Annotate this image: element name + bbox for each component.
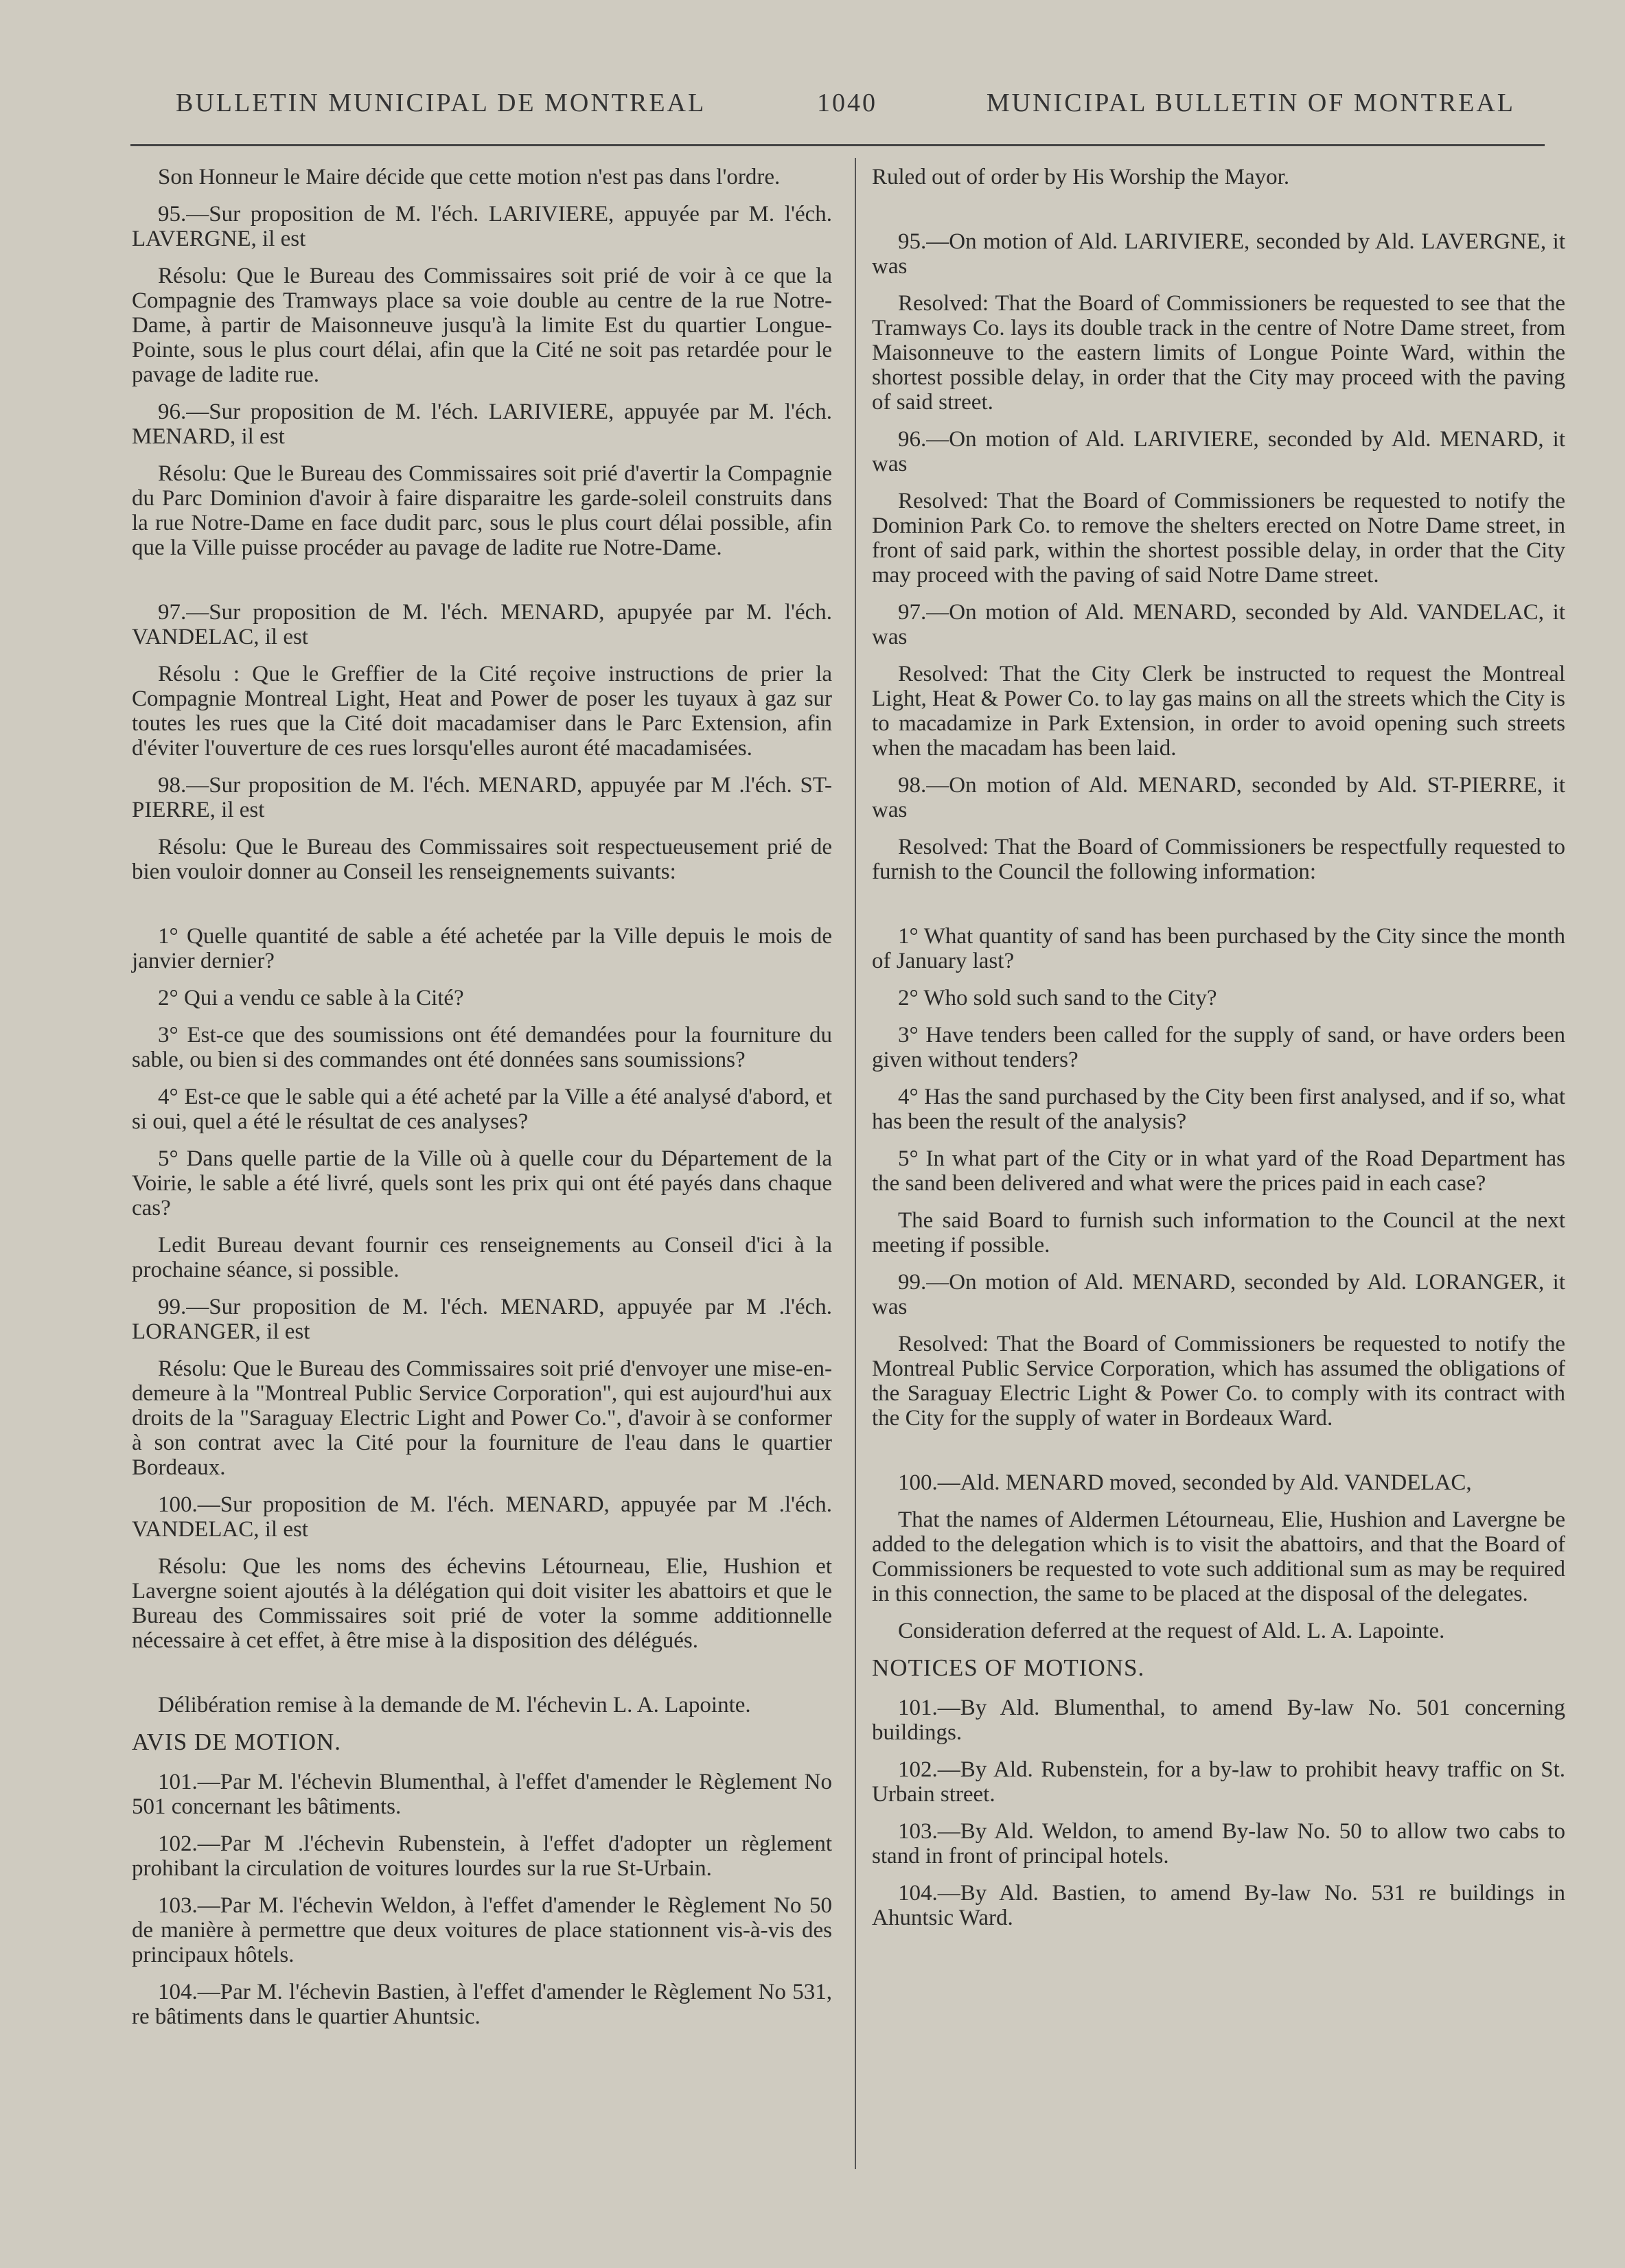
motion-95-resolution: Résolu: Que le Bureau des Commissaires soit prié de voir à ce que la Compagnie des Tramways place sa voie double au centre de la rue Notre-Dame, à partir de Maisonneuve jusqu'à la limite Est du quartier Longue-Pointe, sous le plus court délai, afin que la Cité ne soit pas retardée pour le pavage de ladite rue. — [132, 264, 832, 387]
spacer — [872, 1443, 1565, 1470]
motion-98-closing: Ledit Bureau devant fournir ces renseignements au Conseil d'ici à la prochaine séance, si possible. — [132, 1233, 832, 1282]
question-3: 3° Have tenders been called for the supply of sand, or have orders been given without tenders? — [872, 1023, 1565, 1072]
motion-100-intro: 100.—Ald. MENARD moved, seconded by Ald. VANDELAC, — [898, 1470, 1472, 1495]
header-title-en: MUNICIPAL BULLETIN OF MONTREAL — [986, 89, 1515, 117]
paragraph: Son Honneur le Maire décide que cette motion n'est pas dans l'ordre. — [158, 165, 781, 189]
spacer — [132, 896, 832, 924]
spacer — [872, 202, 1565, 229]
paragraph: Ruled out of order by His Worship the Mayor. — [872, 165, 1290, 189]
motion-98-intro: 98.—Sur proposition de M. l'éch. MENARD, appuyée par M .l'éch. ST-PIERRE, il est — [132, 773, 832, 822]
spacer — [132, 572, 832, 600]
notice-104: 104.—By Ald. Bastien, to amend By-law No. 531 re buildings in Ahuntsic Ward. — [872, 1881, 1565, 1930]
spacer — [132, 1665, 832, 1693]
motion-96-resolution: Résolu: Que le Bureau des Commissaires soit prié d'avertir la Compagnie du Parc Dominion d'avoir à faire disparaitre les garde-soleil construits dans la rue Notre-Dame en face dudit parc, sous le plus court délai possible, afin que la Ville puisse procéder au pavage de ladite rue Notre-Dame. — [132, 461, 832, 560]
notice-102: 102.—Par M .l'échevin Rubenstein, à l'effet d'adopter un règlement prohibant la circulation de voitures lourdes sur la rue St-Urbain. — [132, 1831, 832, 1881]
question-5: 5° Dans quelle partie de la Ville où à quelle cour du Département de la Voirie, le sable a été livré, quels sont les prix qui ont été payés dans chaque cas? — [132, 1146, 832, 1220]
motion-99-resolution: Résolu: Que le Bureau des Commissaires soit prié d'envoyer une mise-en-demeure à la "Montreal Public Service Corporation", qui est aujourd'hui aux droits de la "Saraguay Electric Light and Power Co.", d'avoir à se conformer à son contrat avec la Cité pour la fourniture de l'eau dans le quartier Bordeaux. — [132, 1356, 832, 1480]
notice-103: 103.—By Ald. Weldon, to amend By-law No. 50 to allow two cabs to stand in front of principal hotels. — [872, 1819, 1565, 1868]
question-5: 5° In what part of the City or in what yard of the Road Department has the sand been delivered and what were the prices paid in each case? — [872, 1146, 1565, 1196]
motion-98-closing: The said Board to furnish such information to the Council at the next meeting if possible. — [872, 1208, 1565, 1258]
motion-95-intro: 95.—On motion of Ald. LARIVIERE, seconded by Ald. LAVERGNE, it was — [872, 229, 1565, 279]
page-header — [0, 81, 1625, 122]
column-divider — [855, 158, 856, 2169]
french-column — [132, 165, 832, 2041]
motion-98-resolution: Resolved: That the Board of Commissioners be respectfully requested to furnish to the Council the following information: — [872, 835, 1565, 884]
motion-97-intro: 97.—On motion of Ald. MENARD, seconded by Ald. VANDELAC, it was — [872, 600, 1565, 649]
question-4: 4° Est-ce que le sable qui a été acheté par la Ville a été analysé d'abord, et si oui, quel a été le résultat de ces analyses? — [132, 1085, 832, 1134]
motion-95-resolution: Resolved: That the Board of Commissioners be requested to see that the Tramways Co. lays its double track in the centre of Notre Dame street, from Maisonneuve to the eastern limits of Longue Pointe Ward, within the shortest possible delay, in order that the City may proceed with the paving of said street. — [872, 291, 1565, 415]
motion-99-intro: 99.—On motion of Ald. MENARD, seconded by Ald. LORANGER, it was — [872, 1270, 1565, 1319]
notices-heading: NOTICES OF MOTIONS. — [872, 1654, 1145, 1681]
question-2: 2° Who sold such sand to the City? — [898, 986, 1217, 1010]
motion-97-intro: 97.—Sur proposition de M. l'éch. MENARD, apupyée par M. l'éch. VANDELAC, il est — [132, 600, 832, 649]
motion-100-resolution: That the names of Aldermen Létourneau, Elie, Hushion and Lavergne be added to the delegation which is to visit the abattoirs, and that the Board of Commissioners be requested to vote such additional sum as may be required in this connection, the same to be placed at the disposal of the delegates. — [872, 1507, 1565, 1606]
header-rule — [130, 144, 1545, 146]
question-3: 3° Est-ce que des soumissions ont été demandées pour la fourniture du sable, ou bien si des commandes ont été données sans soumissions? — [132, 1023, 832, 1072]
question-4: 4° Has the sand purchased by the City been first analysed, and if so, what has been the result of the analysis? — [872, 1085, 1565, 1134]
notice-101: 101.—By Ald. Blumenthal, to amend By-law No. 501 concerning buildings. — [872, 1696, 1565, 1745]
notice-104: 104.—Par M. l'échevin Bastien, à l'effet d'amender le Règlement No 531, re bâtiments dans le quartier Ahuntsic. — [132, 1980, 832, 2029]
motion-100-resolution: Résolu: Que les noms des échevins Létourneau, Elie, Hushion et Lavergne soient ajoutés à la délégation qui doit visiter les abattoirs et que le Bureau des Commissaires soit prié de voter la somme additionnelle nécessaire à cet effet, à être mise à la disposition des délégués. — [132, 1554, 832, 1653]
motion-98-intro: 98.—On motion of Ald. MENARD, seconded by Ald. ST-PIERRE, it was — [872, 773, 1565, 822]
notice-101: 101.—Par M. l'échevin Blumenthal, à l'effet d'amender le Règlement No 501 concernant les bâtiments. — [132, 1770, 832, 1819]
motion-100-deferred: Consideration deferred at the request of Ald. L. A. Lapointe. — [898, 1619, 1445, 1643]
question-1: 1° Quelle quantité de sable a été achetée par la Ville depuis le mois de janvier dernier? — [132, 924, 832, 973]
motion-96-resolution: Resolved: That the Board of Commissioners be requested to notify the Dominion Park Co. to remove the shelters erected on Notre Dame street, in front of said park, within the shortest possible delay, in order that the City may proceed with the paving of said Notre Dame street. — [872, 489, 1565, 588]
motion-97-resolution: Resolved: That the City Clerk be instructed to request the Montreal Light, Heat & Power Co. to lay gas mains on all the streets which the City is to macadamize in Park Extension, in order to avoid opening such streets when the macadam has been laid. — [872, 662, 1566, 761]
header-title-fr: BULLETIN MUNICIPAL DE MONTREAL — [176, 89, 706, 117]
motion-100-intro: 100.—Sur proposition de M. l'éch. MENARD, appuyée par M .l'éch. VANDELAC, il est — [132, 1492, 832, 1542]
motion-100-deferred: Délibération remise à la demande de M. l'échevin L. A. Lapointe. — [158, 1693, 751, 1717]
motion-95-intro: 95.—Sur proposition de M. l'éch. LARIVIERE, appuyée par M. l'éch. LAVERGNE, il est — [132, 202, 832, 251]
notice-103: 103.—Par M. l'échevin Weldon, à l'effet d'amender le Règlement No 50 de manière à permettre que deux voitures de place stationnent vis-à-vis des principaux hôtels. — [132, 1893, 832, 1967]
question-1: 1° What quantity of sand has been purchased by the City since the month of January last? — [872, 924, 1565, 973]
motion-99-intro: 99.—Sur proposition de M. l'éch. MENARD, appuyée par M .l'éch. LORANGER, il est — [132, 1295, 832, 1344]
motion-98-resolution: Résolu: Que le Bureau des Commissaires soit respectueusement prié de bien vouloir donner au Conseil les renseignements suivants: — [132, 835, 832, 884]
english-column — [872, 165, 1565, 1943]
motion-96-intro: 96.—On motion of Ald. LARIVIERE, seconded by Ald. MENARD, it was — [872, 427, 1565, 476]
page-number: 1040 — [817, 89, 877, 117]
notice-102: 102.—By Ald. Rubenstein, for a by-law to prohibit heavy traffic on St. Urbain street. — [872, 1757, 1565, 1807]
motion-99-resolution: Resolved: That the Board of Commissioners be requested to notify the Montreal Public Service Corporation, which has assumed the obligations of the Saraguay Electric Light & Power Co. to comply with its contract with the City for the supply of water in Bordeaux Ward. — [872, 1332, 1565, 1431]
question-2: 2° Qui a vendu ce sable à la Cité? — [158, 986, 464, 1010]
motion-96-intro: 96.—Sur proposition de M. l'éch. LARIVIERE, appuyée par M. l'éch. MENARD, il est — [132, 400, 832, 449]
notices-heading: AVIS DE MOTION. — [132, 1728, 342, 1755]
spacer — [872, 896, 1565, 924]
motion-97-resolution: Résolu : Que le Greffier de la Cité reçoive instructions de prier la Compagnie Montreal Light, Heat and Power de poser les tuyaux à gaz sur toutes les rues que la Cité doit macadamiser dans le Parc Extension, afin d'éviter l'ouverture de ces rues lorsqu'elles auront été macadamisées. — [132, 662, 832, 761]
